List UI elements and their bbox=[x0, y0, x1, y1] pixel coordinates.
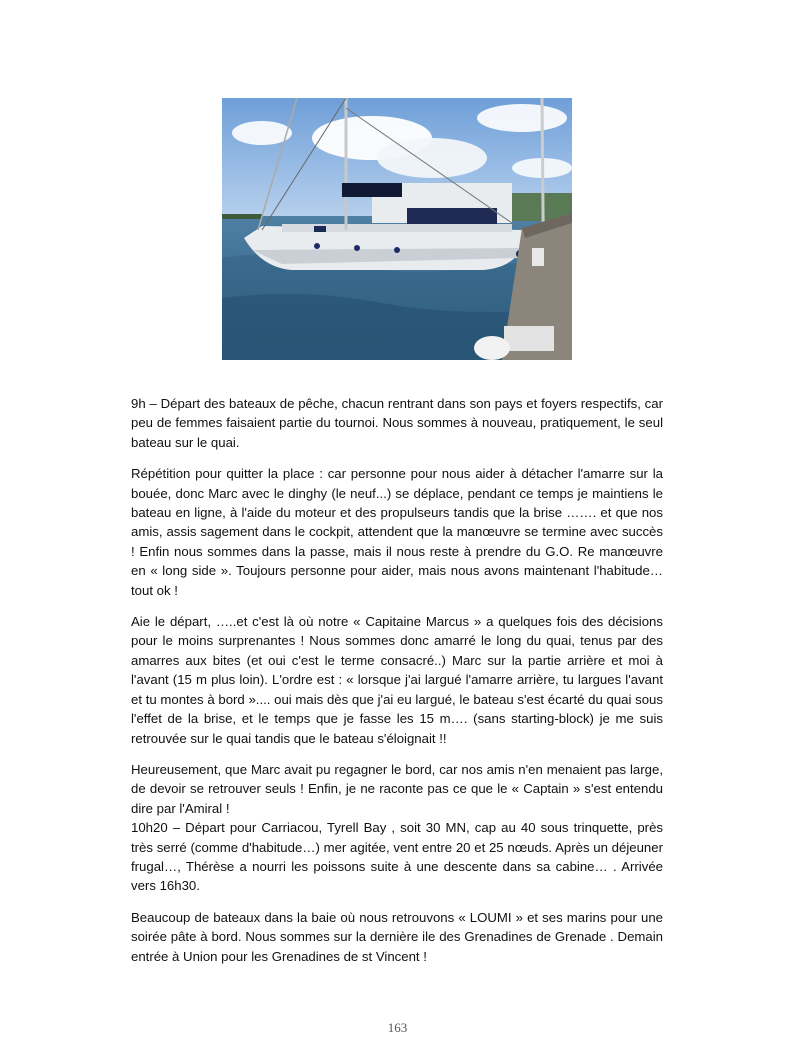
sailboat-photo bbox=[222, 98, 572, 360]
paragraph-4 bbox=[131, 760, 663, 896]
paragraph-2: Répétition pour quitter la place : car personne pour nous aider à détacher l'amarre sur la bouée, donc Marc avec le dinghy (le neuf...) se déplace, pendant ce temps je maintiens le bateau en ligne, à l'aide du moteur et des propulseurs tandis que la brise ……. et que nos amis, assis sagement dans le cockpit, attendent que la manœuvre se termine avec succès ! Enfin nous sommes dans la passe, mais il nous reste à prendre du G.O. Re manœuvre en « long side ». Toujours personne pour aider, mais nous avons maintenant l'habitude… tout ok ! bbox=[131, 466, 663, 598]
body-text bbox=[131, 394, 663, 978]
paragraph-4-part-2: 10h20 – Départ pour Carriacou, Tyrell Bay , soit 30 MN, cap au 40 sous trinquette, près très serré (comme d'habitude…) mer agitée, vent entre 20 et 25 nœuds. Après un déjeuner frugal…, Thérèse a nourri les poissons suite à une descente dans sa cabine… . Arrivée vers 16h30. bbox=[131, 820, 663, 894]
paragraph-1: 9h – Départ des bateaux de pêche, chacun rentrant dans son pays et foyers respectifs, car peu de femmes faisaient partie du tournoi. Nous sommes à nouveau, pratiquement, le seul bateau sur le quai. bbox=[131, 396, 663, 450]
page-number: 163 bbox=[387, 1020, 408, 1035]
paragraph-4-part-1: Heureusement, que Marc avait pu regagner le bord, car nos amis n'en menaient pas large, de devoir se retrouver seuls ! Enfin, je ne raconte pas ce que le « Captain » s'est entendu dire par l'Amiral ! bbox=[131, 761, 663, 816]
paragraph-3: Aie le départ, …..et c'est là où notre « Capitaine Marcus » a quelques fois des décisions pour le moins surprenantes ! Nous sommes donc amarré le long du quai, tenus par des amarres aux bites (et oui c'est le terme consacré..) Marc sur la partie arrière et moi à l'avant (15 m plus loin). L'ordre est : « lorsque j'ai largué l'amarre arrière, tu largues l'avant et tu montes à bord ».... oui mais dès que j'ai eu largué, le bateau s'est écarté du quai sous l'effet de la brise, et le temps que je fasse les 15 m…. (sans starting-block) je me suis retrouvée sur le quai tandis que le bateau s'éloignait !! bbox=[131, 614, 663, 746]
paragraph-5: Beaucoup de bateaux dans la baie où nous retrouvons « LOUMI » et ses marins pour une soirée pâte à bord. Nous sommes sur la dernière ile des Grenadines de Grenade . Demain entrée à Union pour les Grenadines de st Vincent ! bbox=[131, 909, 663, 964]
